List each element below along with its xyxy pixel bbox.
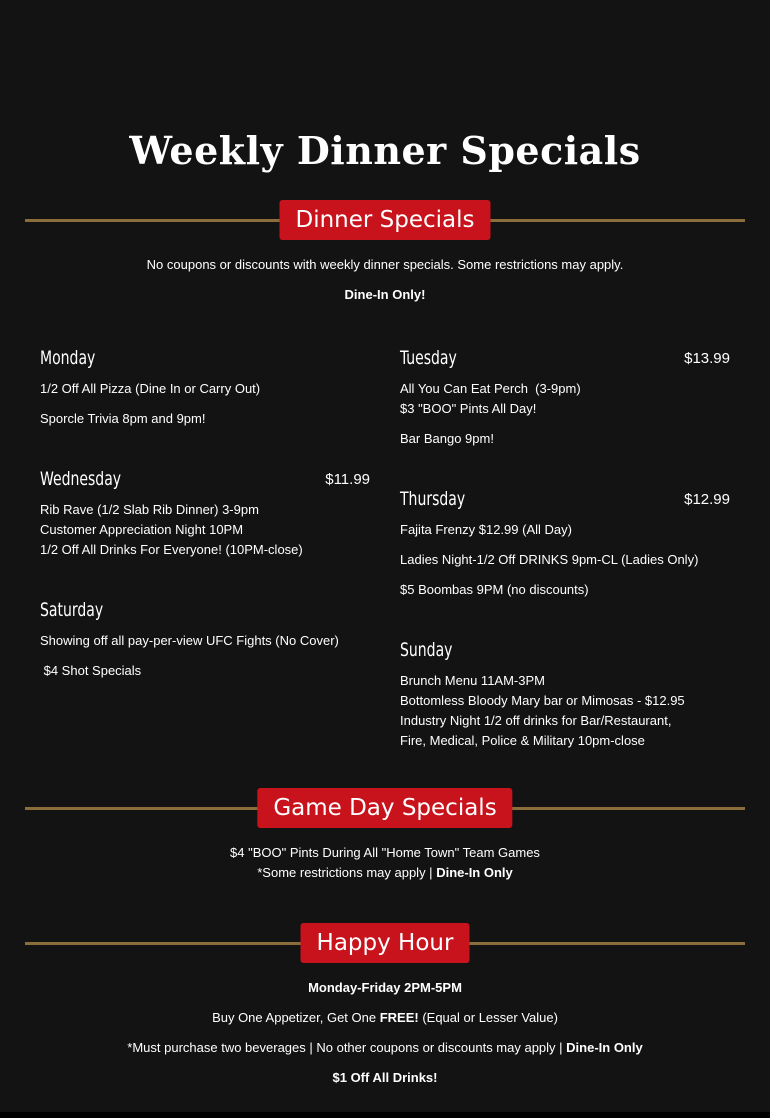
dinner-note: No coupons or discounts with weekly dinner specials. Some restrictions may apply. [146,257,624,272]
bottom-edge [0,1112,770,1118]
game-day-line: $4 "BOO" Pints During All "Home Town" Team Games [230,845,540,860]
game-day-badge: Game Day Specials [257,788,512,828]
dinner-dine-in: Dine-In Only! [344,287,426,302]
special-line: Fire, Medical, Police & Military 10pm-close [400,733,645,748]
happy-hour-badge: Happy Hour [301,923,470,963]
special-line: Sporcle Trivia 8pm and 9pm! [40,411,206,426]
dinner-specials-header [25,200,745,240]
day-wednesday [40,466,370,560]
special-line: Ladies Night-1/2 Off DRINKS 9pm-CL (Ladies Only) [400,552,699,567]
day-price: $13.99 [684,350,730,367]
restriction-text: *Some restrictions may apply | [257,865,437,880]
special-line: Bar Bango 9pm! [400,431,494,446]
day-name: Thursday [400,488,466,510]
dinner-specials-badge: Dinner Specials [279,200,490,240]
special-line: Rib Rave (1/2 Slab Rib Dinner) 3-9pm [40,502,259,517]
special-line: All You Can Eat Perch (3-9pm) [400,381,581,396]
happy-hour-header [25,923,745,963]
special-line: 1/2 Off All Drinks For Everyone! (10PM-close) [40,542,303,557]
special-line: $4 Shot Specials [40,663,142,678]
day-thursday [400,486,730,600]
day-saturday [40,597,370,681]
terms-text: *Must purchase two beverages | No other coupons or discounts may apply | [127,1040,567,1055]
day-name: Sunday [400,639,453,661]
day-name: Tuesday [400,347,457,369]
page-title: Weekly Dinner Specials [129,128,641,173]
day-name: Wednesday [40,468,122,490]
game-day-restrictions [0,863,770,883]
day-name: Monday [40,347,96,369]
happy-hour-offer [0,1008,770,1028]
day-name: Saturday [40,599,104,621]
day-price: $11.99 [325,471,370,488]
special-line: Fajita Frenzy $12.99 (All Day) [400,522,572,537]
offer-condition: (Equal or Lesser Value) [418,1010,558,1025]
dine-in-only: Dine-In Only [566,1040,643,1055]
happy-hour-terms [0,1038,770,1058]
special-line: Brunch Menu 11AM-3PM [400,673,545,688]
special-line: Industry Night 1/2 off drinks for Bar/Restaurant, [400,713,672,728]
day-monday [40,345,370,429]
happy-hour-times: Monday-Friday 2PM-5PM [308,980,462,995]
special-line: $3 "BOO" Pints All Day! [400,401,537,416]
day-price: $12.99 [684,491,730,508]
happy-hour-drinks: $1 Off All Drinks! [332,1070,438,1085]
dine-in-only: Dine-In Only [436,865,513,880]
offer-text: Buy One Appetizer, Get One [212,1010,380,1025]
special-line: Bottomless Bloody Mary bar or Mimosas - $12.95 [400,693,685,708]
special-line: Customer Appreciation Night 10PM [40,522,244,537]
special-line: 1/2 Off All Pizza (Dine In or Carry Out) [40,381,261,396]
special-line: $5 Boombas 9PM (no discounts) [400,582,589,597]
day-sunday [400,637,730,751]
day-tuesday [400,345,730,449]
game-day-header [25,788,745,828]
special-line: Showing off all pay-per-view UFC Fights (No Cover) [40,633,339,648]
offer-free: FREE! [379,1010,419,1025]
